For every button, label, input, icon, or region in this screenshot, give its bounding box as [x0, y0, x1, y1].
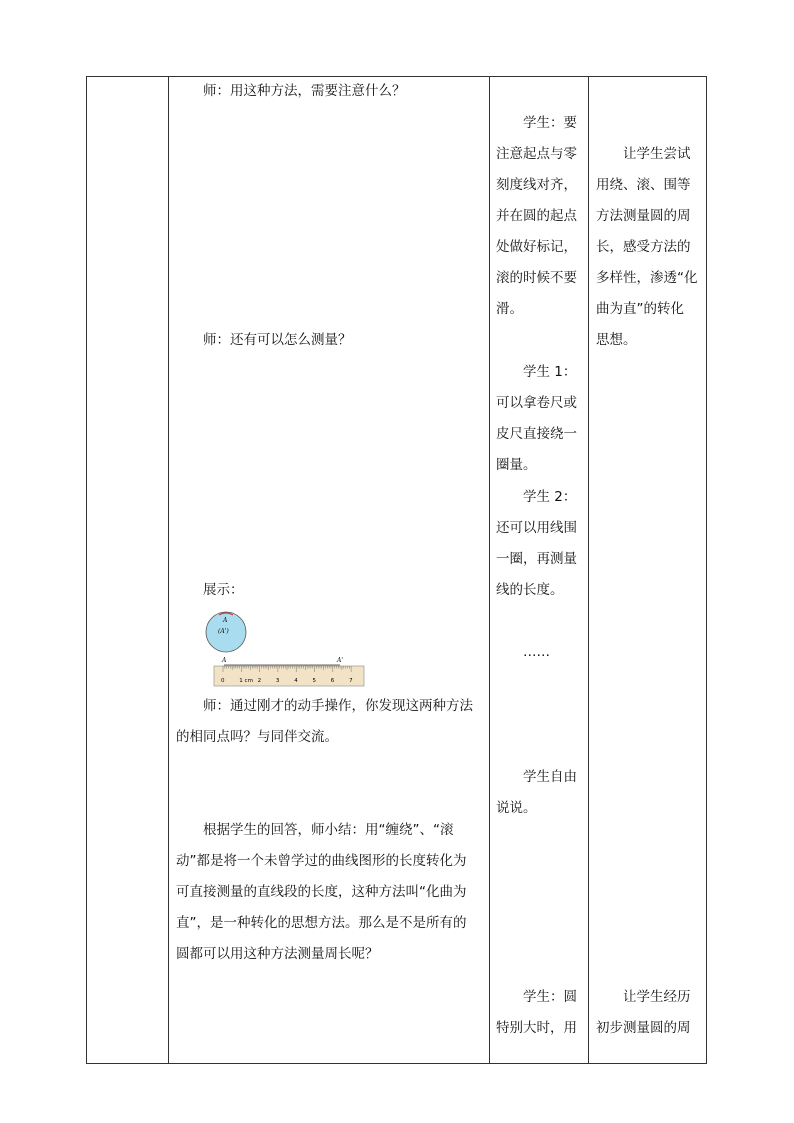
ruler-tick-label: 1 cm — [239, 678, 253, 684]
intent-1-line-4: 长，感受方法的 — [596, 239, 691, 255]
student-answer-4-line-2: 说说。 — [496, 800, 537, 816]
student-answer-1-line-3: 刻度线对齐， — [496, 177, 577, 193]
ruler-a-prime-label: A' — [337, 657, 343, 664]
intent-1-line-3: 方法测量圆的周 — [596, 208, 691, 224]
intent-1-line-7: 思想。 — [596, 332, 637, 348]
intent-2-line-1: 让学生经历 — [623, 989, 691, 1005]
student-answer-1-line-1: 学生：要 — [523, 115, 577, 131]
ruler-tick-label: 7 — [349, 678, 353, 684]
student-answer-3-line-2: 还可以用线围 — [496, 520, 577, 536]
show-label: 展示： — [203, 582, 244, 598]
summary-line-2: 动”都是将一个未曾学过的曲线图形的长度转化为 — [176, 853, 467, 869]
student-answer-2-line-3: 皮尺直接绕一 — [496, 426, 577, 442]
ruler — [214, 666, 364, 686]
ruler-a-label: A — [222, 657, 227, 664]
ruler-tick-label: 4 — [294, 678, 298, 684]
intent-1-line-2: 用绕、滚、围等 — [596, 177, 691, 193]
point-a-label: A — [223, 617, 228, 624]
circle-rolling-figure — [198, 610, 368, 690]
student-ellipsis: …… — [523, 644, 550, 660]
summary-line-1: 根据学生的回答，师小结：用“缠绕”、“滚 — [203, 822, 454, 838]
summary-line-4: 直”，是一种转化的思想方法。那么是不是所有的 — [176, 915, 467, 931]
point-a-prime-label: (A') — [218, 628, 229, 635]
student-answer-4-line-1: 学生自由 — [523, 769, 577, 785]
ruler-tick-label: 0 — [221, 678, 225, 684]
column-divider-1 — [168, 76, 169, 1064]
intent-2-line-2: 初步测量圆的周 — [596, 1020, 691, 1036]
student-answer-3-line-4: 线的长度。 — [496, 582, 564, 598]
student-answer-2-line-2: 可以拿卷尺或 — [496, 395, 577, 411]
teacher-question-3-line-2: 的相同点吗？与同伴交流。 — [176, 729, 338, 745]
student-answer-3-line-1: 学生 2： — [523, 489, 577, 505]
student-answer-3-line-3: 一圈，再测量 — [496, 551, 577, 567]
teacher-question-1: 师：用这种方法，需要注意什么？ — [203, 83, 406, 99]
intent-1-line-5: 多样性，渗透“化 — [596, 270, 698, 286]
student-answer-2-line-4: 圈量。 — [496, 457, 537, 473]
student-answer-5-line-1: 学生：圆 — [523, 989, 577, 1005]
student-answer-5-line-2: 特别大时，用 — [496, 1020, 577, 1036]
ruler-tick-label: 2 — [257, 678, 262, 684]
teacher-question-2: 师：还有可以怎么测量？ — [203, 332, 352, 348]
summary-line-3: 可直接测量的直线段的长度，这种方法叫“化曲为 — [176, 884, 467, 900]
ruler-tick-label: 6 — [330, 678, 335, 684]
teacher-question-3-line-1: 师：通过刚才的动手操作，你发现这两种方法 — [203, 698, 473, 714]
student-answer-1-line-6: 滚的时候不要 — [496, 270, 577, 286]
summary-line-5: 圆都可以用这种方法测量周长呢？ — [176, 946, 379, 962]
column-divider-3 — [588, 76, 589, 1064]
ruler-tick-label: 3 — [275, 678, 280, 684]
intent-1-line-6: 曲为直”的转化 — [596, 301, 684, 317]
student-answer-2-line-1: 学生 1： — [523, 364, 577, 380]
student-answer-1-line-2: 注意起点与零 — [496, 146, 577, 162]
student-answer-1-line-4: 并在圆的起点 — [496, 208, 577, 224]
ruler-tick-label: 5 — [312, 678, 316, 684]
intent-1-line-1: 让学生尝试 — [623, 146, 691, 162]
student-answer-1-line-5: 处做好标记， — [496, 239, 577, 255]
column-divider-2 — [489, 76, 490, 1064]
student-answer-1-line-7: 滑。 — [496, 301, 523, 317]
